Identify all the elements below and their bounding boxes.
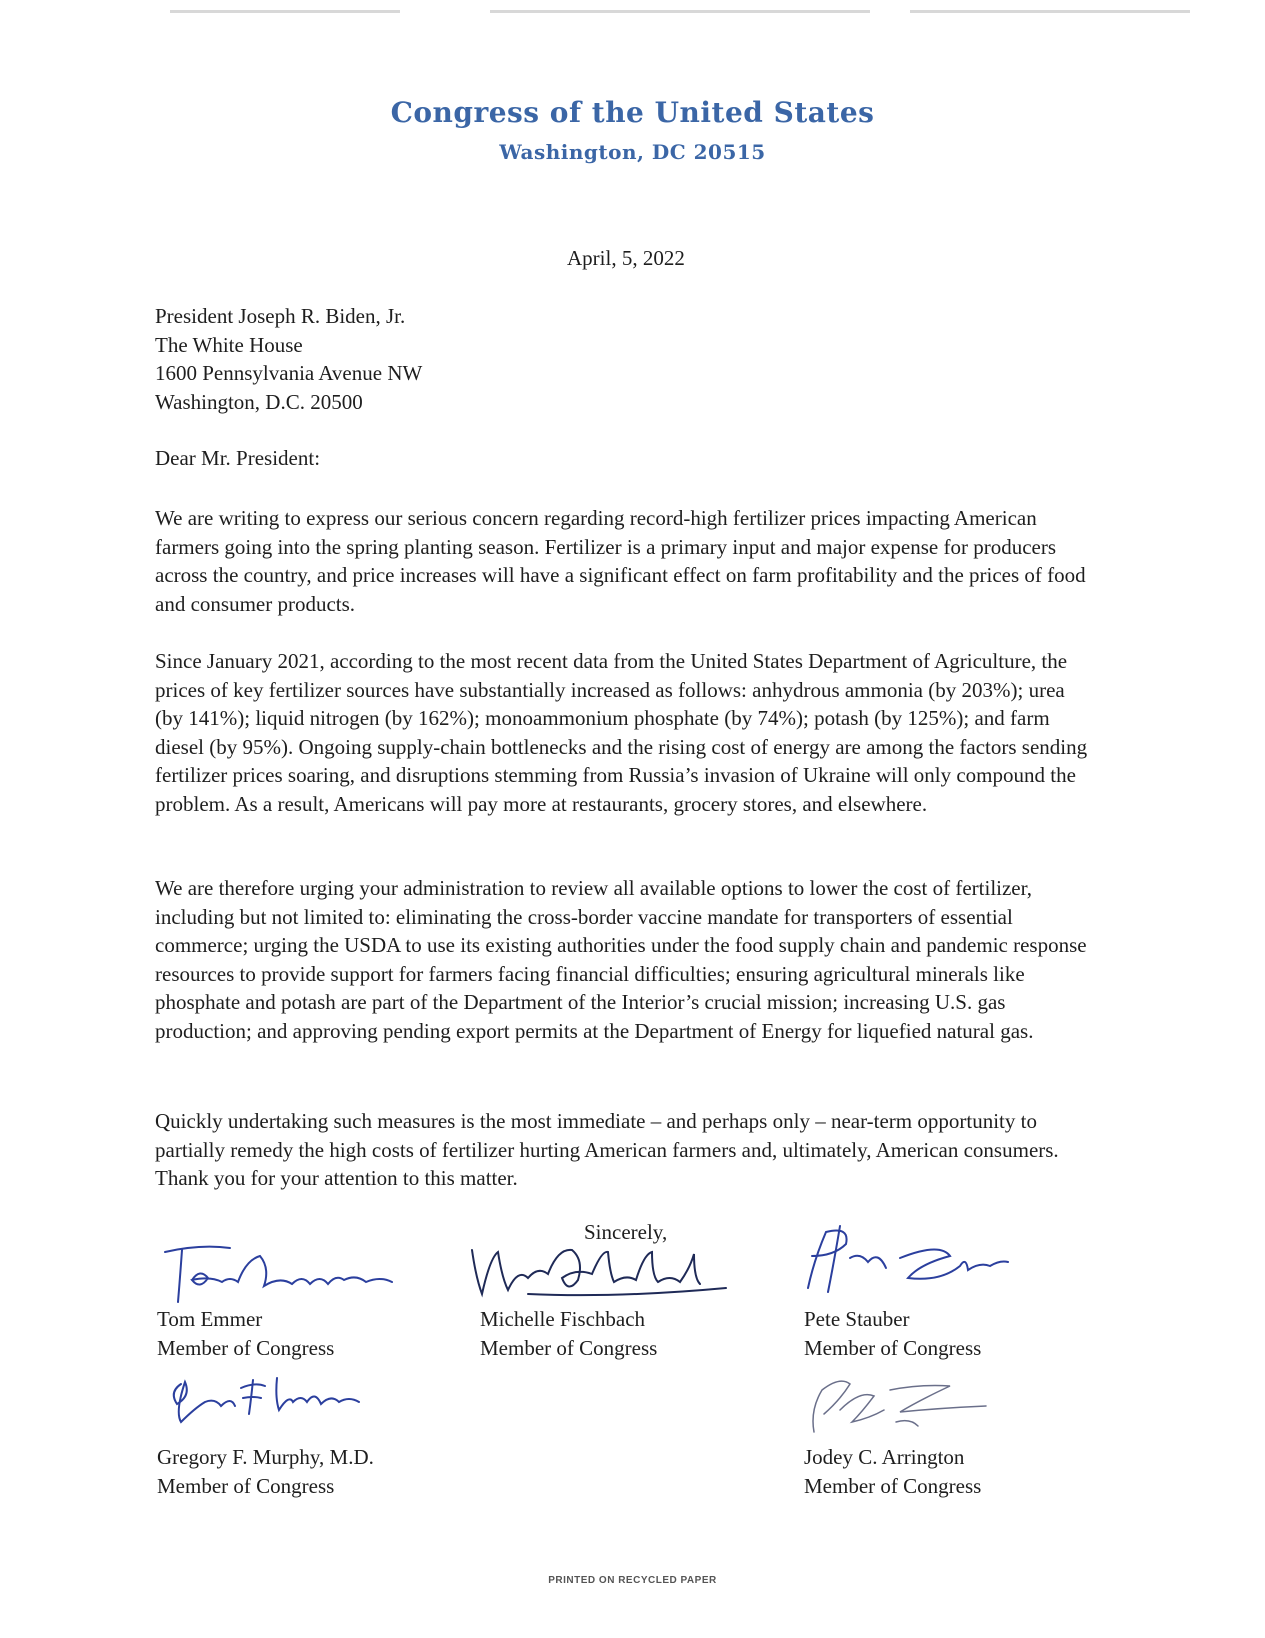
recipient-street: 1600 Pennsylvania Avenue NW xyxy=(155,361,423,385)
signature-pete-stauber xyxy=(790,1222,1010,1302)
letterhead-title: Congress of the United States xyxy=(390,96,875,129)
signer-name: Jodey C. Arrington xyxy=(804,1445,965,1469)
scan-artifact xyxy=(170,10,400,13)
signer-name: Tom Emmer xyxy=(157,1307,263,1331)
body-paragraph: Since January 2021, according to the most recent data from the United States Department of Agriculture, the prices of key fertilizer sources have substantially increased as follows: anhydrous ammonia (by 203%); urea (by 141%); liquid nitrogen (by 162%); monoammonium phosphate (by 74%); potash (by 125%); and farm diesel (by 95%). Ongoing supply-chain bottlenecks and the rising cost of energy are among the factors sending fertilizer prices soaring, and disruptions stemming from Russia’s invasion of Ukraine will only compound the problem. As a result, Americans will pay more at restaurants, grocery stores, and elsewhere. xyxy=(155,649,1088,816)
signature-michelle-fischbach xyxy=(468,1238,732,1308)
signer-title: Member of Congress xyxy=(804,1335,982,1360)
recipient-address xyxy=(155,302,422,416)
recipient-city: Washington, D.C. 20500 xyxy=(155,389,363,414)
body-paragraph: We are writing to express our serious concern regarding record-high fertilizer prices impacting American farmers going into the spring planting season. Fertilizer is a primary input and major expense for producers across the country, and price increases will have a significant effect on farm profitability and the prices of food and consumer products. xyxy=(155,506,1086,616)
signer-name: Gregory F. Murphy, M.D. xyxy=(157,1445,374,1469)
signer-block xyxy=(157,1305,334,1362)
signer-block xyxy=(480,1305,657,1362)
scan-artifact xyxy=(490,10,870,13)
signature-jodey-arrington xyxy=(800,1370,990,1442)
letterhead-subtitle: Washington, DC 20515 xyxy=(499,140,766,164)
letter-date: April, 5, 2022 xyxy=(567,246,685,270)
signer-title: Member of Congress xyxy=(480,1335,658,1360)
salutation: Dear Mr. President: xyxy=(155,446,321,470)
signature-tom-emmer xyxy=(160,1240,400,1310)
footer-note: PRINTED ON RECYCLED PAPER xyxy=(548,1575,717,1586)
signer-title: Member of Congress xyxy=(157,1473,335,1498)
closing: Sincerely, xyxy=(584,1220,668,1244)
signer-block xyxy=(157,1443,374,1500)
signer-name: Michelle Fischbach xyxy=(480,1307,646,1331)
recipient-office: The White House xyxy=(155,332,303,357)
signer-name: Pete Stauber xyxy=(804,1307,910,1331)
body-paragraph: We are therefore urging your administration to review all available options to lower the cost of fertilizer, including but not limited to: eliminating the cross-border vaccine mandate for transporters of essential commerce; urging the USDA to use its existing authorities under the food supply chain and pandemic response resources to provide support for farmers facing financial difficulties; ensuring agricultural minerals like phosphate and potash are part of the Department of the Interior’s crucial mission; increasing U.S. gas production; and approving pending export permits at the Department of Energy for liquefied natural gas. xyxy=(155,876,1087,1043)
signer-block xyxy=(804,1305,981,1362)
scan-artifact xyxy=(910,10,1190,13)
signature-gregory-murphy xyxy=(165,1368,365,1430)
recipient-name: President Joseph R. Biden, Jr. xyxy=(155,304,406,328)
signer-block xyxy=(804,1443,981,1500)
signer-title: Member of Congress xyxy=(804,1473,982,1498)
body-paragraph: Quickly undertaking such measures is the most immediate – and perhaps only – near-term opportunity to partially remedy the high costs of fertilizer hurting American farmers and, ultimately, American consumers. Thank you for your attention to this matter. xyxy=(155,1109,1059,1190)
signer-title: Member of Congress xyxy=(157,1335,335,1360)
